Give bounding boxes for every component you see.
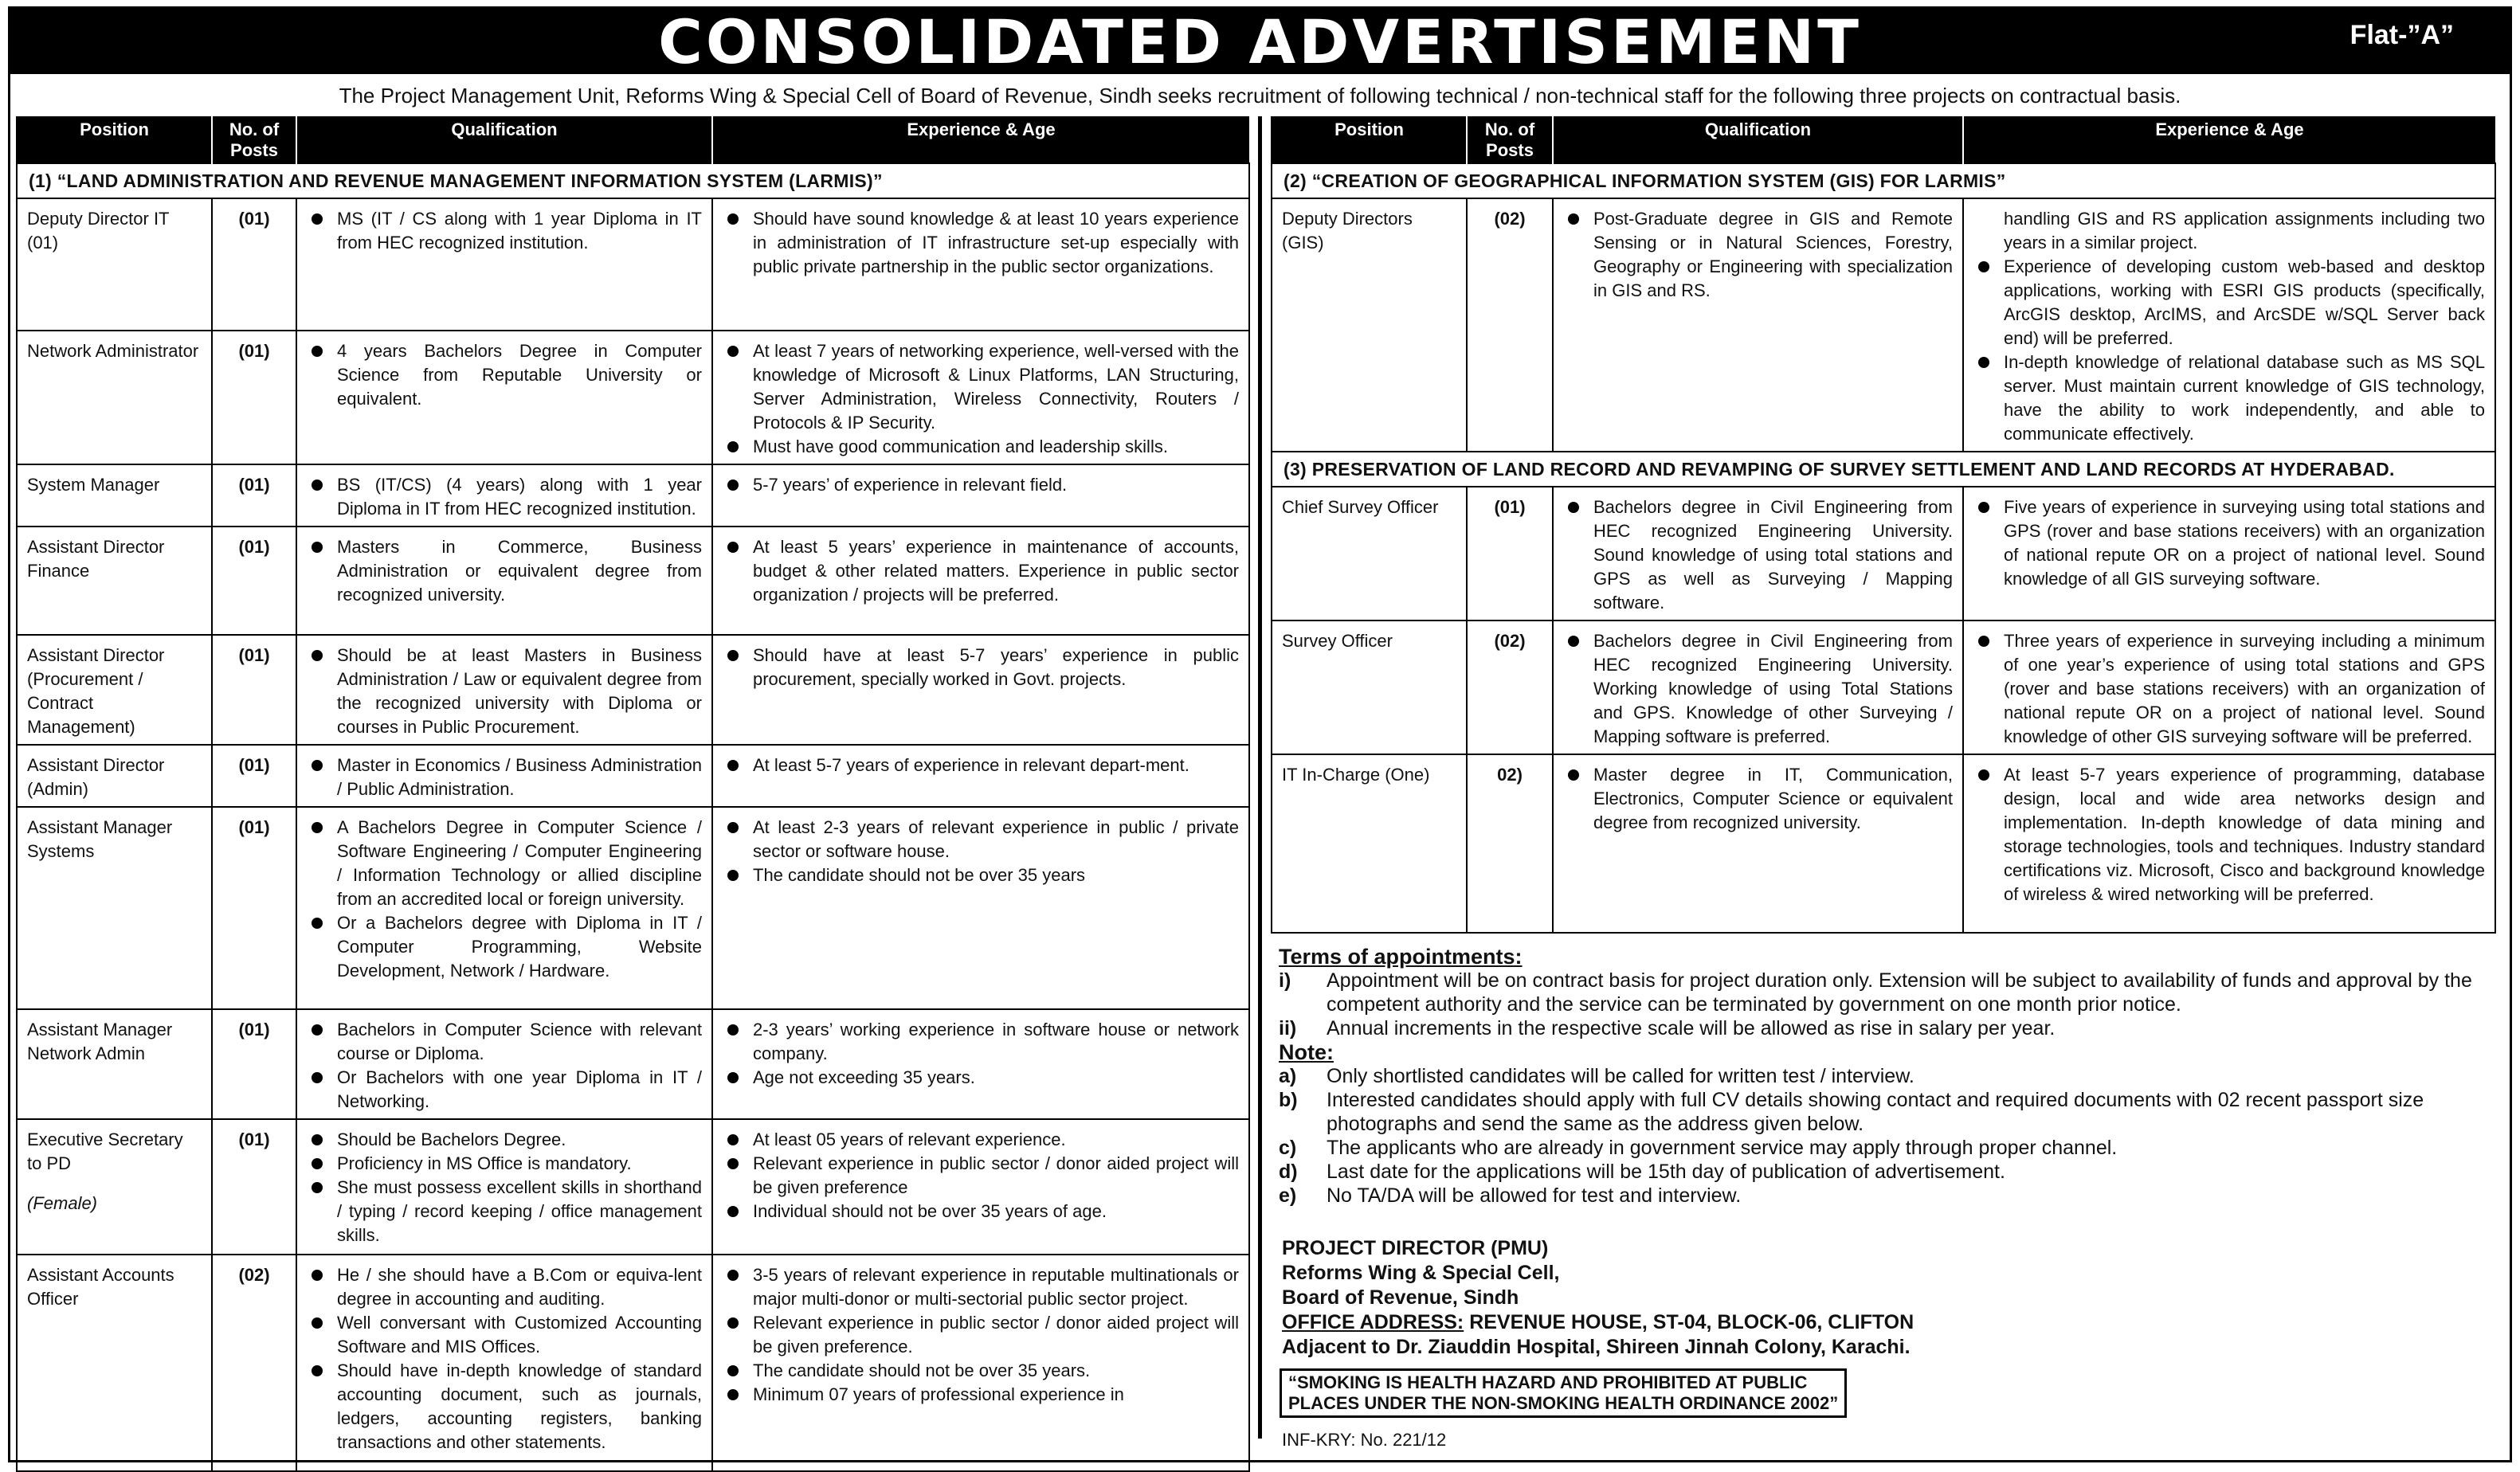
position-name: IT In-Charge (One) bbox=[1282, 765, 1430, 785]
experience-cell bbox=[712, 635, 1249, 745]
position-name: Assistant Accounts Officer bbox=[27, 1265, 174, 1309]
experience-cell bbox=[712, 1119, 1249, 1255]
position-name: Assistant Director (Admin) bbox=[27, 755, 165, 799]
position-cell bbox=[17, 745, 212, 807]
experience-continued: handling GIS and RS application assignments including two years in a similar project. bbox=[2004, 209, 2485, 253]
bullet-item: Should have in-depth knowledge of standard accounting document, such as journals, ledgers, accounting registers, banking transactions and other statements. bbox=[307, 1359, 702, 1454]
bullet-item: Master degree in IT, Communication, Electronics, Computer Science or equivalent degree from recognized university. bbox=[1563, 763, 1953, 835]
bullet-item: At least 05 years of relevant experience. bbox=[723, 1128, 1239, 1152]
section-3-title: (3) PRESERVATION OF LAND RECORD AND REVAMPING OF SURVEY SETTLEMENT AND LAND RECORDS AT HYDERABAD. bbox=[1272, 452, 2495, 487]
bullet-item: The candidate should not be over 35 years. bbox=[723, 1359, 1239, 1383]
position-name: Executive Secretary to PD bbox=[27, 1129, 183, 1173]
table-header bbox=[17, 116, 1249, 163]
bullet-list bbox=[307, 644, 702, 739]
posts-cell: (01) bbox=[212, 635, 296, 745]
posts-cell: (02) bbox=[1467, 198, 1553, 452]
col-position: Position bbox=[17, 116, 212, 163]
qualification-cell bbox=[296, 464, 712, 527]
position-name: System Manager bbox=[27, 475, 160, 495]
position-name: Assistant Manager Network Admin bbox=[27, 1020, 173, 1063]
col-posts: No. of Posts bbox=[212, 116, 296, 163]
position-cell bbox=[1272, 198, 1467, 452]
item-text: Interested candidates should apply with full CV details showing contact and required documents with 02 recent passport size photographs and send the same as the address given below. bbox=[1327, 1089, 2424, 1135]
contact-block bbox=[1282, 1236, 1914, 1360]
bullet-item: Should be at least Masters in Business Administration / Law or equivalent degree from the recognized university with Diploma or courses in Public Procurement. bbox=[307, 644, 702, 739]
bullet-item: At least 5-7 years experience of programming, database design, local and wide area networks design and implementation. In-depth knowledge of data mining and storage technologies, tools and techniques. Industry standard certifications viz. Microsoft, Cisco and background knowledge of wireless & wired networking will be preferred. bbox=[1973, 763, 2485, 906]
bullet-item: Three years of experience in surveying including a minimum of one year’s experience of using total stations and GPS (rover and base stations receivers) with an organization of national repute OR on a project of national level. Sound knowledge of other GIS surveying software will be preferred. bbox=[1973, 629, 2485, 749]
column-divider bbox=[1258, 116, 1262, 1439]
col-posts: No. of Posts bbox=[1467, 116, 1553, 163]
contact-wing: Reforms Wing & Special Cell, bbox=[1282, 1262, 1560, 1284]
list-item bbox=[1279, 1184, 2498, 1208]
bullet-list bbox=[307, 754, 702, 801]
table-row bbox=[17, 1009, 1249, 1119]
bullet-list bbox=[723, 1128, 1239, 1223]
table-row bbox=[17, 198, 1249, 331]
qualification-cell bbox=[296, 1255, 712, 1471]
table-row bbox=[1272, 198, 2495, 452]
experience-cell bbox=[712, 807, 1249, 1009]
terms-block bbox=[1279, 945, 2498, 1208]
bullet-list bbox=[723, 339, 1239, 459]
col-qualification: Qualification bbox=[1553, 116, 1963, 163]
experience-cell bbox=[1963, 754, 2495, 933]
bullet-item: Master in Economics / Business Administration / Public Administration. bbox=[307, 754, 702, 801]
qualification-cell bbox=[1553, 487, 1963, 621]
qualification-cell bbox=[296, 635, 712, 745]
bullet-item: 5-7 years’ of experience in relevant field. bbox=[723, 473, 1239, 497]
qualification-cell bbox=[1553, 621, 1963, 754]
position-cell bbox=[17, 527, 212, 635]
table-row bbox=[17, 807, 1249, 1009]
note-heading: Note: bbox=[1279, 1040, 1334, 1064]
office-address bbox=[1282, 1310, 1914, 1335]
bullet-item: Bachelors degree in Civil Engineering from HEC recognized Engineering University. Working knowledge of using Total Stations and GPS. Knowledge of other Surveying / Mapping software is preferred. bbox=[1563, 629, 1953, 749]
smoking-line-1: “SMOKING IS HEALTH HAZARD AND PROHIBITED AT PUBLIC bbox=[1288, 1372, 1808, 1392]
terms-heading: Terms of appointments: bbox=[1279, 945, 1523, 969]
posts-cell: (01) bbox=[212, 527, 296, 635]
bullet-item: Should be Bachelors Degree. bbox=[307, 1128, 702, 1152]
experience-cell bbox=[712, 745, 1249, 807]
posts-cell: 02) bbox=[1467, 754, 1553, 933]
qualification-cell bbox=[296, 331, 712, 464]
table-row bbox=[17, 1119, 1249, 1255]
office-address-text: REVENUE HOUSE, ST-04, BLOCK-06, CLIFTON bbox=[1464, 1311, 1914, 1333]
list-item bbox=[1279, 1136, 2498, 1160]
table-row bbox=[1272, 754, 2495, 933]
position-cell bbox=[17, 1009, 212, 1119]
position-cell bbox=[17, 1119, 212, 1255]
table-row bbox=[1272, 487, 2495, 621]
intro-text: The Project Management Unit, Reforms Wing & Special Cell of Board of Revenue, Sindh seeks recruitment of following technical / non-technical staff for the following three projects on contractual basis. bbox=[339, 84, 2181, 108]
position-name: Survey Officer bbox=[1282, 631, 1393, 651]
position-name: Assistant Manager Systems bbox=[27, 817, 173, 861]
contact-board: Board of Revenue, Sindh bbox=[1282, 1286, 1519, 1309]
left-column bbox=[16, 116, 1248, 1472]
bullet-list bbox=[307, 1263, 702, 1454]
office-label: OFFICE ADDRESS: bbox=[1282, 1311, 1464, 1333]
section-2-title: (2) “CREATION OF GEOGRAPHICAL INFORMATION SYSTEM (GIS) FOR LARMIS” bbox=[1272, 163, 2495, 198]
bullet-item: Age not exceeding 35 years. bbox=[723, 1066, 1239, 1090]
larmis-table bbox=[16, 116, 1250, 1472]
bullet-list bbox=[307, 339, 702, 411]
qualification-cell bbox=[1553, 754, 1963, 933]
item-label: a) bbox=[1279, 1065, 1297, 1087]
item-label: e) bbox=[1279, 1184, 1297, 1207]
item-text: Appointment will be on contract basis for project duration only. Extension will be subject to availability of funds and approval by the competent authority and the service can be terminated by government on one month prior notice. bbox=[1327, 969, 2472, 1016]
bullet-item: At least 2-3 years of relevant experience in public / private sector or software house. bbox=[723, 816, 1239, 863]
bullet-list bbox=[723, 816, 1239, 887]
reference-number: INF-KRY: No. 221/12 bbox=[1282, 1430, 1447, 1450]
position-cell bbox=[17, 807, 212, 1009]
bullet-item: Masters in Commerce, Business Administration or equivalent degree from recognized university. bbox=[307, 535, 702, 607]
bullet-item: Should have at least 5-7 years’ experience in public procurement, specially worked in Govt. projects. bbox=[723, 644, 1239, 691]
experience-cell bbox=[712, 331, 1249, 464]
position-note: (Female) bbox=[27, 1193, 98, 1213]
bullet-item: At least 5-7 years of experience in relevant depart-ment. bbox=[723, 754, 1239, 777]
bullet-list bbox=[723, 1263, 1239, 1407]
bullet-list bbox=[1973, 629, 2485, 749]
bullet-list bbox=[1563, 629, 1953, 749]
right-column bbox=[1271, 116, 2495, 934]
bullet-item: Or a Bachelors degree with Diploma in IT / Computer Programming, Website Development, Network / Hardware. bbox=[307, 911, 702, 983]
bullet-list bbox=[307, 473, 702, 521]
experience-cell bbox=[712, 464, 1249, 527]
bullet-list bbox=[307, 1018, 702, 1114]
list-item bbox=[1279, 1088, 2498, 1136]
position-cell bbox=[1272, 754, 1467, 933]
qualification-cell bbox=[296, 807, 712, 1009]
item-label: i) bbox=[1279, 969, 1291, 992]
list-item bbox=[1279, 1160, 2498, 1184]
bullet-item: Well conversant with Customized Accounting Software and MIS Offices. bbox=[307, 1311, 702, 1359]
page-title: CONSOLIDATED ADVERTISEMENT bbox=[658, 6, 1862, 77]
bullet-list bbox=[1973, 763, 2485, 906]
item-text: Only shortlisted candidates will be called for written test / interview. bbox=[1327, 1065, 1914, 1087]
posts-cell: (01) bbox=[212, 331, 296, 464]
bullet-list bbox=[723, 1018, 1239, 1090]
col-qualification: Qualification bbox=[296, 116, 712, 163]
qualification-cell bbox=[296, 527, 712, 635]
experience-cell bbox=[1963, 198, 2495, 452]
smoking-line-2: PLACES UNDER THE NON-SMOKING HEALTH ORDINANCE 2002” bbox=[1288, 1393, 1839, 1413]
posts-cell: (01) bbox=[212, 464, 296, 527]
bullet-item: Relevant experience in public sector / donor aided project will be given preference. bbox=[723, 1311, 1239, 1359]
experience-cell bbox=[712, 527, 1249, 635]
position-name: Deputy Directors (GIS) bbox=[1282, 209, 1413, 253]
smoking-notice bbox=[1280, 1368, 1847, 1418]
bullet-list bbox=[723, 473, 1239, 497]
table-header bbox=[1272, 116, 2495, 163]
bullet-item: Bachelors degree in Civil Engineering from HEC recognized Engineering University. Sound knowledge of using total stations and GPS as well as Surveying / Mapping software. bbox=[1563, 495, 1953, 615]
bullet-item: Bachelors in Computer Science with relevant course or Diploma. bbox=[307, 1018, 702, 1066]
item-text: The applicants who are already in government service may apply through proper channel. bbox=[1327, 1137, 2118, 1159]
bullet-item: Must have good communication and leadership skills. bbox=[723, 435, 1239, 459]
position-name: Chief Survey Officer bbox=[1282, 497, 1439, 517]
bullet-item: The candidate should not be over 35 years bbox=[723, 863, 1239, 887]
list-item bbox=[1279, 1016, 2498, 1040]
item-label: ii) bbox=[1279, 1017, 1297, 1039]
bullet-list bbox=[307, 535, 702, 607]
posts-cell: (01) bbox=[212, 1009, 296, 1119]
bullet-item: 3-5 years of relevant experience in reputable multinationals or major multi-donor or multi-sectorial public sector project. bbox=[723, 1263, 1239, 1311]
bullet-item: Or Bachelors with one year Diploma in IT / Networking. bbox=[307, 1066, 702, 1114]
item-label: d) bbox=[1279, 1161, 1298, 1183]
posts-cell: (01) bbox=[212, 745, 296, 807]
bullet-list bbox=[1973, 495, 2485, 591]
table-row bbox=[17, 527, 1249, 635]
col-experience: Experience & Age bbox=[712, 116, 1249, 163]
qualification-cell bbox=[296, 745, 712, 807]
position-cell bbox=[17, 198, 212, 331]
posts-cell: (01) bbox=[212, 1119, 296, 1255]
bullet-item: MS (IT / CS along with 1 year Diploma in IT from HEC recognized institution. bbox=[307, 207, 702, 255]
position-cell bbox=[17, 331, 212, 464]
bullet-list bbox=[1973, 255, 2485, 446]
list-item bbox=[1279, 1064, 2498, 1088]
contact-landmark: Adjacent to Dr. Ziauddin Hospital, Shireen Jinnah Colony, Karachi. bbox=[1282, 1336, 1911, 1358]
item-text: Annual increments in the respective scale will be allowed as rise in salary per year. bbox=[1327, 1017, 2056, 1039]
bullet-item: BS (IT/CS) (4 years) along with 1 year Diploma in IT from HEC recognized institution. bbox=[307, 473, 702, 521]
position-cell bbox=[1272, 621, 1467, 754]
bullet-item: Should have sound knowledge & at least 10 years experience in administration of IT infrastructure set-up especially with public private partnership in the public sector organizations. bbox=[723, 207, 1239, 279]
bullet-list bbox=[1563, 207, 1953, 303]
bullet-item: Individual should not be over 35 years of age. bbox=[723, 1200, 1239, 1223]
qualification-cell bbox=[296, 1009, 712, 1119]
bullet-item: At least 7 years of networking experience, well-versed with the knowledge of Microsoft & Linux Platforms, LAN Structuring, Server Administration, Wireless Connectivity, Routers / Protocols & IP Security. bbox=[723, 339, 1239, 435]
bullet-list bbox=[307, 816, 702, 983]
posts-cell: (01) bbox=[212, 198, 296, 331]
qualification-cell bbox=[1553, 198, 1963, 452]
posts-cell: (01) bbox=[212, 807, 296, 1009]
list-item bbox=[1279, 969, 2498, 1016]
position-cell bbox=[17, 1255, 212, 1471]
table-row bbox=[1272, 621, 2495, 754]
table-row bbox=[17, 464, 1249, 527]
experience-cell bbox=[712, 1255, 1249, 1471]
bullet-item: 4 years Bachelors Degree in Computer Science from Reputable University or equivalent. bbox=[307, 339, 702, 411]
section-1-title: (1) “LAND ADMINISTRATION AND REVENUE MANAGEMENT INFORMATION SYSTEM (LARMIS)” bbox=[17, 163, 1249, 198]
bullet-item: Minimum 07 years of professional experience in bbox=[723, 1383, 1239, 1407]
bullet-list bbox=[723, 207, 1239, 279]
qualification-cell bbox=[296, 198, 712, 331]
item-text: Last date for the applications will be 15th day of publication of advertisement. bbox=[1327, 1161, 2005, 1183]
item-label: c) bbox=[1279, 1137, 1297, 1159]
experience-cell bbox=[712, 198, 1249, 331]
bullet-list bbox=[723, 644, 1239, 691]
bullet-list bbox=[1563, 763, 1953, 835]
position-cell bbox=[1272, 487, 1467, 621]
bullet-item: He / she should have a B.Com or equiva-lent degree in accounting and auditing. bbox=[307, 1263, 702, 1311]
qualification-cell bbox=[296, 1119, 712, 1255]
item-label: b) bbox=[1279, 1089, 1298, 1111]
col-position: Position bbox=[1272, 116, 1467, 163]
bullet-list bbox=[723, 535, 1239, 607]
bullet-item: In-depth knowledge of relational database such as MS SQL server. Must maintain current knowledge of GIS technology, have the ability to work independently, and able to communicate effectively. bbox=[1973, 350, 2485, 446]
posts-cell: (02) bbox=[212, 1255, 296, 1471]
item-text: No TA/DA will be allowed for test and interview. bbox=[1327, 1184, 1742, 1207]
bullet-item: Experience of developing custom web-based and desktop applications, working with ESRI GIS products (specifically, ArcGIS desktop, ArcIMS, and ArcSDE w/SQL Server back end) will be preferred. bbox=[1973, 255, 2485, 350]
position-name: Network Administrator bbox=[27, 341, 199, 361]
position-name: Deputy Director IT (01) bbox=[27, 209, 170, 253]
gis-table bbox=[1271, 116, 2496, 934]
bullet-item: Post-Graduate degree in GIS and Remote Sensing or in Natural Sciences, Forestry, Geography or Engineering with specialization in GIS and RS. bbox=[1563, 207, 1953, 303]
col-experience: Experience & Age bbox=[1963, 116, 2495, 163]
table-row bbox=[17, 635, 1249, 745]
position-cell bbox=[17, 635, 212, 745]
bullet-item: At least 5 years’ experience in maintenance of accounts, budget & other related matters. Experience in public sector organization / projects will be preferred. bbox=[723, 535, 1239, 607]
bullet-item: 2-3 years’ working experience in software house or network company. bbox=[723, 1018, 1239, 1066]
experience-cell bbox=[1963, 487, 2495, 621]
flat-label: Flat-”A” bbox=[2350, 20, 2454, 50]
table-row bbox=[17, 745, 1249, 807]
position-name: Assistant Director Finance bbox=[27, 537, 165, 581]
bullet-item: She must possess excellent skills in shorthand / typing / record keeping / office management skills. bbox=[307, 1176, 702, 1247]
bullet-list bbox=[307, 1128, 702, 1247]
bullet-list bbox=[1563, 495, 1953, 615]
bullet-item: A Bachelors Degree in Computer Science / Software Engineering / Computer Engineering / Information Technology or allied discipline from an accredited local or foreign university. bbox=[307, 816, 702, 911]
position-name: Assistant Director (Procurement / Contract Management) bbox=[27, 645, 165, 737]
contact-title: PROJECT DIRECTOR (PMU) bbox=[1282, 1237, 1549, 1259]
bullet-list bbox=[307, 207, 702, 255]
table-row bbox=[17, 331, 1249, 464]
bullet-list bbox=[723, 754, 1239, 777]
posts-cell: (02) bbox=[1467, 621, 1553, 754]
posts-cell: (01) bbox=[1467, 487, 1553, 621]
experience-cell bbox=[712, 1009, 1249, 1119]
bullet-item: Five years of experience in surveying using total stations and GPS (rover and base stations receivers) with an organization of national repute OR on a project of national level. Sound knowledge of all GIS surveying software. bbox=[1973, 495, 2485, 591]
table-row bbox=[17, 1255, 1249, 1471]
title-banner bbox=[10, 6, 2510, 77]
bullet-item: Relevant experience in public sector / donor aided project will be given preference bbox=[723, 1152, 1239, 1200]
bullet-item: Proficiency in MS Office is mandatory. bbox=[307, 1152, 702, 1176]
experience-cell bbox=[1963, 621, 2495, 754]
position-cell bbox=[17, 464, 212, 527]
